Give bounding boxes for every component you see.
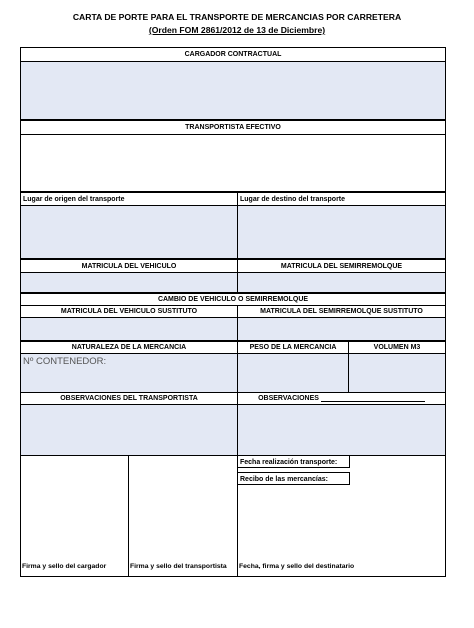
firma-transportista-label: Firma y sello del transportista xyxy=(130,563,227,570)
document-subtitle: (Orden FOM 2861/2012 de 13 de Diciembre) xyxy=(148,25,326,35)
matricula-vehiculo-field[interactable] xyxy=(20,272,238,293)
firma-cargador-label: Firma y sello del cargador xyxy=(22,563,107,570)
fecha-realizacion-label: Fecha realización transporte: xyxy=(237,455,350,468)
obs-transportista-header: OBSERVACIONES DEL TRANSPORTISTA xyxy=(20,392,238,405)
observaciones-underline xyxy=(321,395,425,402)
semirremolque-sustituto-field[interactable] xyxy=(237,317,446,341)
transportista-field[interactable] xyxy=(20,134,446,192)
matricula-vehiculo-header: MATRICULA DEL VEHICULO xyxy=(20,259,238,273)
firma-destinatario-label: Fecha, firma y sello del destinatario xyxy=(239,563,355,570)
destino-field[interactable] xyxy=(237,205,446,259)
document-title: CARTA DE PORTE PARA EL TRANSPORTE DE MERCANCIAS POR CARRETERA xyxy=(72,12,402,22)
matricula-semirremolque-header: MATRICULA DEL SEMIRREMOLQUE xyxy=(237,259,446,273)
recibo-label: Recibo de las mercancías: xyxy=(237,472,350,485)
origen-field[interactable] xyxy=(20,205,238,259)
obs-transportista-field[interactable] xyxy=(20,404,238,456)
semirremolque-sustituto-header: MATRICULA DEL SEMIRREMOLQUE SUSTITUTO xyxy=(237,305,446,318)
naturaleza-header: NATURALEZA DE LA MERCANCIA xyxy=(20,341,238,354)
destino-label: Lugar de destino del transporte xyxy=(237,192,446,206)
transportista-header: TRANSPORTISTA EFECTIVO xyxy=(20,120,446,135)
vehiculo-sustituto-field[interactable] xyxy=(20,317,238,341)
cambio-vehiculo-header: CAMBIO DE VEHICULO O SEMIRREMOLQUE xyxy=(20,293,446,306)
volumen-header: VOLUMEN M3 xyxy=(348,341,446,354)
peso-field[interactable] xyxy=(237,353,349,393)
observaciones-header: OBSERVACIONES xyxy=(258,395,319,402)
origen-label: Lugar de origen del transporte xyxy=(20,192,238,206)
matricula-semirremolque-field[interactable] xyxy=(237,272,446,293)
firma-cargador-box[interactable] xyxy=(20,455,129,577)
peso-header: PESO DE LA MERCANCIA xyxy=(237,341,349,354)
contenedor-label: Nº CONTENEDOR: xyxy=(23,356,107,367)
cargador-header: CARGADOR CONTRACTUAL xyxy=(20,47,446,62)
observaciones-field[interactable] xyxy=(237,404,446,456)
firma-transportista-box[interactable] xyxy=(128,455,238,577)
volumen-field[interactable] xyxy=(348,353,446,393)
cargador-field[interactable] xyxy=(20,61,446,120)
vehiculo-sustituto-header: MATRICULA DEL VEHICULO SUSTITUTO xyxy=(20,305,238,318)
